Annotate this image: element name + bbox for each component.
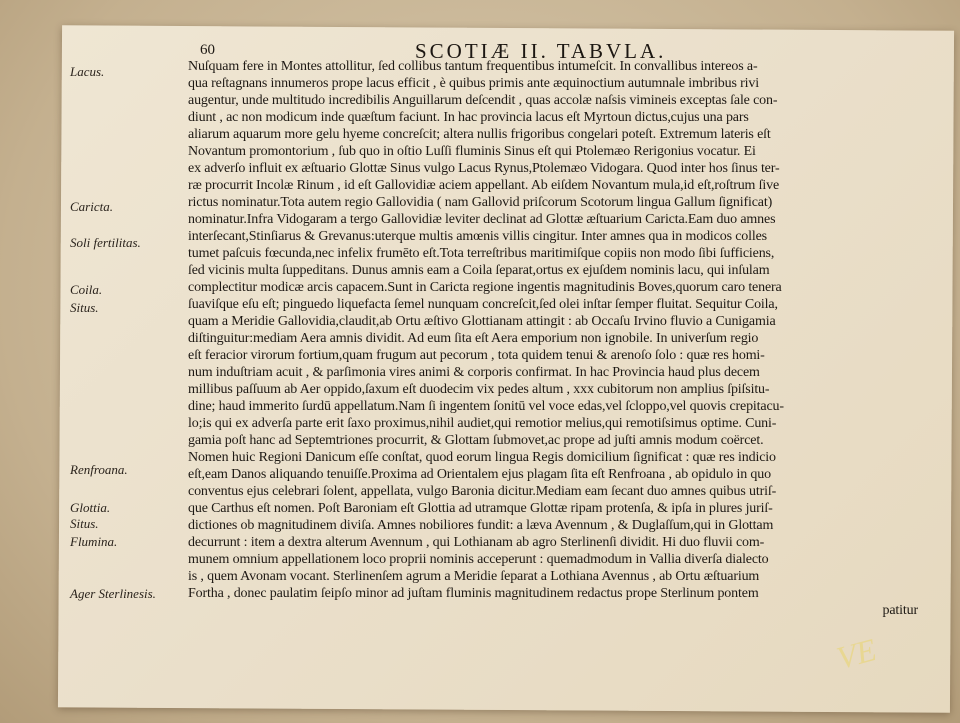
- margin-note: Glottia.: [70, 500, 111, 515]
- text-line: ſuaviſque eſu eſt; pinguedo liquefacta ſemel nunquam concreſcit,ſed olei inſtar ſemper fluitat. Sequitur Coila,: [188, 297, 778, 312]
- yellow-stain: VE: [832, 631, 880, 676]
- margin-note: Lacus.: [70, 64, 105, 79]
- text-line: Novantum promontorium , ſub quo in oſtio Luſſi fluminis Sinus eſt qui Ptolemæo Rerigonius vocatur. Ei: [188, 144, 756, 159]
- text-line: nominatur.Infra Vidogaram a tergo Gallovidiæ leviter declinat ad Glottæ æſtuarium Caricta.Eam duo amnes: [188, 212, 776, 227]
- text-line: aliarum aquarum more gelu hyeme concreſcit; altera nullis frigoribus congelari poteſt. Extremum lateris eſt: [188, 127, 771, 142]
- text-line: ſed vicinis multa ſuppeditans. Dunus amnis eam a Coila ſeparat,ortus ex ejuſdem nominis lacu, qui inſulam: [188, 263, 770, 278]
- text-line: dine; haud immerito ſurdū appellatum.Nam ſi ingentem ſonitū vel voce edas,vel ſcloppo,vel quovis crepitacu-: [188, 399, 784, 414]
- text-line: millibus paſſuum ab Aer oppido,ſaxum eſt duodecim vix pedes altum , xxx cubitorum non amplius ſpiſsitu-: [188, 382, 770, 397]
- text-line: que Carthus eſt nomen. Poſt Baroniam eſt Glottia ad utramque Glottæ ripam protenſa, & ipſa in plures juriſ-: [188, 501, 773, 516]
- text-line: decurrunt : item a dextra alterum Avennum , qui Lothianam ab agro Sterlinenſi dividit. Hi duo fluvii com-: [188, 535, 765, 550]
- text-line: complectitur modicæ arcis capacem.Sunt in Caricta regione ingentis magnitudinis Boves,quorum caro tenera: [188, 280, 782, 295]
- margin-note: Soli fertilitas.: [70, 235, 141, 250]
- text-line: Nuſquam fere in Montes attollitur, ſed collibus tantum frequentibus intumeſcit. In convallibus intereos a-: [188, 59, 758, 74]
- margin-note: Situs.: [70, 516, 99, 531]
- margin-notes: [70, 60, 180, 620]
- text-line: qua reſtagnans innumeros prope lacus efficit , è quibus primis ante æquinoctium autumnale imbribus rivi: [188, 76, 759, 91]
- text-line: eſt,eam Danos aliquando tenuiſſe.Proxima ad Orientalem ejus plagam ſita eſt Renfroana , ab opidulo in quo: [188, 467, 771, 482]
- margin-note: Caricta.: [70, 199, 113, 214]
- running-title: SCOTIÆ II. TABVLA.: [415, 39, 667, 63]
- text-line: gamia poſt hanc ad Septemtriones procurrit, & Glottam ſubmovet,ac prope ad juſti amnis modum coërcet.: [188, 433, 764, 448]
- text-line: Fortha , donec paulatim ſeipſo minor ad juſtam fluminis magnitudinem redactus prope Sterlinum pontem: [188, 586, 759, 601]
- text-line: tumet paſcuis fœcunda,nec infelix frumēto eſt.Tota terreſtribus maritimiſque copiis non modo ſibi ſufficiens,: [188, 246, 775, 261]
- text-line: lo;is qui ex adverſa parte erit ſaxo proximus,nihil audiet,qui remotior melius,qui remotiſsimus optime. Cuni-: [188, 416, 777, 431]
- text-line: dictiones ob magnitudinem diviſa. Amnes nobiliores fundit: a læva Avennum , & Duglaſſum,qui in Glottam: [188, 518, 774, 533]
- text-line: rictus nominatur.Tota autem regio Gallovidia ( nam Gallovid priſcorum Scotorum lingua Gallum ſignificat): [188, 195, 773, 210]
- margin-note: Renfroana.: [70, 462, 128, 477]
- margin-note: Coila.: [70, 282, 103, 297]
- text-line-catchword: patitur: [882, 603, 918, 618]
- text-line: interſecant,Stinſiarus & Grevanus:uterque multis amœnis villis cingitur. Inter amnes qua in modicos colles: [188, 229, 767, 244]
- text-line: ex adverſo influit ex æſtuario Glottæ Sinus vulgo Lacus Rynus,Ptolemæo Vidogara. Quod inter hos ſinus ter-: [188, 161, 780, 176]
- text-line: munem omnium appellationem loco proprii nominis acceperunt : quemadmodum in Vallia diverſa dialecto: [188, 552, 769, 567]
- text-line: eſt feracior virorum fortium,quam frugum aut pecorum , tota quidem tenui & arenoſo ſolo : quæ res homi-: [188, 348, 765, 363]
- text-line: augentur, unde multitudo incredibilis Anguillarum deſcendit , quas accolæ naſsis vimineis exceptas ſale con-: [188, 93, 778, 108]
- page-number: 60: [200, 42, 215, 58]
- body-text: [188, 58, 918, 648]
- text-line: is , quem Avonam vocant. Sterlinenſem agrum a Meridie ſeparat a Lothiana Avennus , ab Ortu æſtuarium: [188, 569, 760, 584]
- margin-note: Flumina.: [70, 534, 118, 549]
- text-line: diſtinguitur:mediam Aera amnis dividit. Ad eum ſita eſt Aera emporium non ignobile. In univerſum regio: [188, 331, 759, 346]
- text-line: ræ procurrit Incolæ Rinum , id eſt Gallovidiæ aciem appellant. Ab eiſdem Novantum mula,id eſt,roſtrum ſive: [188, 178, 780, 193]
- text-line: quam a Meridie Gallovidia,claudit,ab Ortu æſtivo Glottianam attingit : ab Occaſu Irvino fluvio a Cunigamia: [188, 314, 776, 329]
- text-line: conventus ejus celebrari ſolent, appellata, vulgo Baronia dicitur.Mediam eam ſecant duo amnes quibus utriſ-: [188, 484, 777, 499]
- text-line: num induſtriam acuit , & parſimonia vires animi & corporis confirmat. In hac Provincia haud plus decem: [188, 365, 760, 380]
- margin-note: Ager Sterlinesis.: [70, 586, 156, 601]
- text-line: diunt , ac non modicum inde quæſtum faciunt. In hac provincia lacus eſt Myrtoun dictus,cujus una pars: [188, 110, 749, 125]
- text-line: Nomen huic Regioni Danicum eſſe conſtat, quod eorum lingua Regis domicilium ſignificat : quæ res indicio: [188, 450, 776, 465]
- margin-note: Situs.: [70, 300, 99, 315]
